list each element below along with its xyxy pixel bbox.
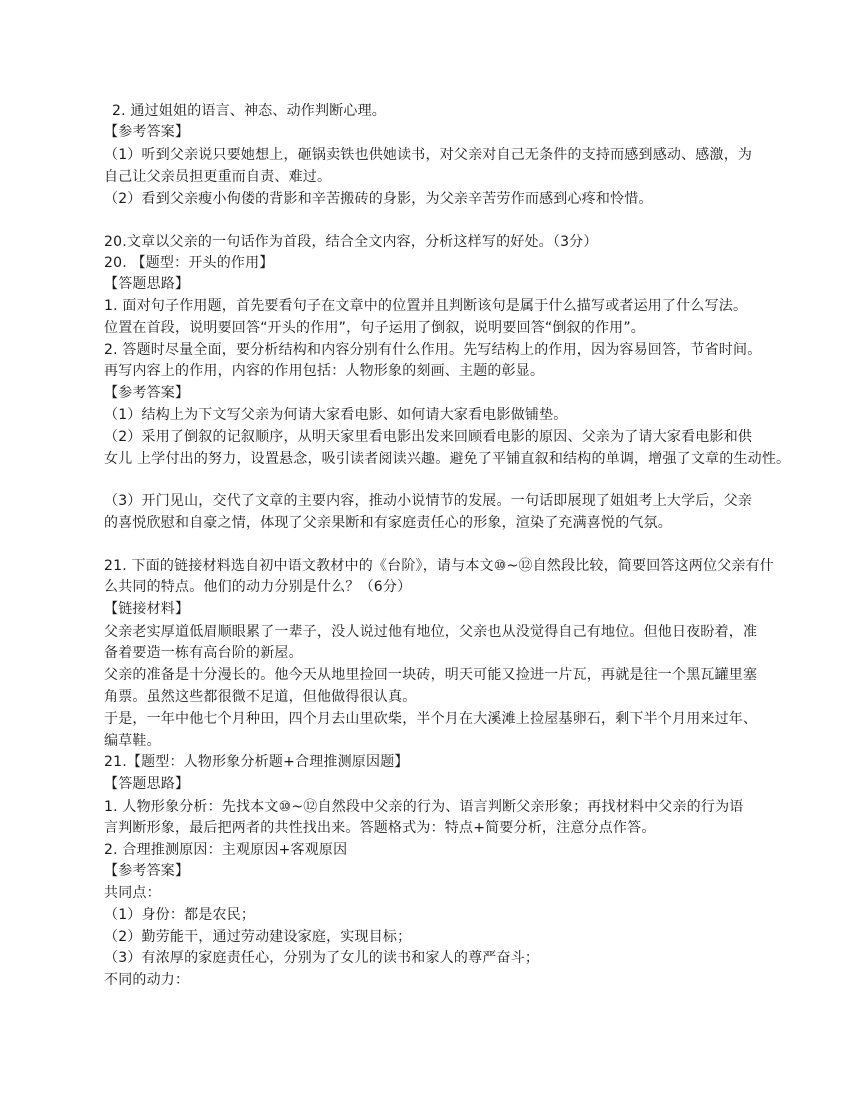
text-line: （1）身份：都是农民；	[104, 907, 256, 923]
text-line: （2）勤劳能干，通过劳动建设家庭，实现目标；	[104, 929, 412, 945]
text-line: （3）有浓厚的家庭责任心，分别为了女儿的读书和家人的尊严奋斗；	[104, 950, 540, 966]
text-line: 于是，一年中他七个月种田，四个月去山里砍柴，半个月在大溪滩上捡屋基卵石，剩下半个月用来过年、	[104, 711, 758, 727]
text-line: 【参考答案】	[104, 863, 190, 879]
text-line: （3）开门见山，交代了文章的主要内容，推动小说情节的发展。一句话即展现了姐姐考上大学后，父亲	[104, 493, 753, 509]
text-line: 角票。虽然这些都很微不足道，但他做得很认真。	[104, 689, 417, 705]
text-line: 共同点：	[104, 885, 161, 901]
text-line: 【答题思路】	[104, 276, 190, 292]
text-line: 【链接材料】	[104, 601, 190, 617]
question-heading: 20.文章以父亲的一句话作为首段，结合全文内容，分析这样写的好处。（3分）	[104, 234, 598, 250]
text-line: 么共同的特点。他们的动力分别是什么？（6分）	[104, 579, 412, 595]
text-line: 位置在首段，说明要回答“开头的作用”，句子运用了倒叙，说明要回答“倒叙的作用”。	[104, 320, 646, 336]
text-line: 2. 答题时尽量全面，要分析结构和内容分别有什么作用。先写结构上的作用，因为容易回答，节省时间。	[104, 342, 762, 358]
text-line: 20. 【题型：开头的作用】	[104, 255, 274, 271]
question-heading: 21. 下面的链接材料选自初中语文教材中的《台阶》，请与本文⑩~⑫自然段比较，简要回答这两位父亲有什	[104, 558, 774, 574]
text-line: 1. 面对句子作用题，首先要看句子在文章中的位置并且判断该句是属于什么描写或者运用了什么写法。	[104, 298, 748, 314]
text-line: （1）听到父亲说只要她想上，砸锅卖铁也供她读书，对父亲对自己无条件的支持而感到感动、感激，为	[104, 147, 753, 163]
text-line: 女儿 上学付出的努力，设置悬念，吸引读者阅读兴趣。避免了平铺直叙和结构的单调，增强了文章的生动性。	[104, 451, 791, 467]
text-line: 言判断形象，最后把两者的共性找出来。答题格式为：特点+简要分析，注意分点作答。	[104, 820, 656, 836]
text-line: 【参考答案】	[104, 124, 190, 140]
text-line: 1. 人物形象分析：先找本文⑩~⑫自然段中父亲的行为、语言判断父亲形象；再找材料中父亲的行为语	[104, 799, 744, 815]
text-line: 2. 通过姐姐的语言、神态、动作判断心理。	[112, 103, 387, 119]
text-line: 21.【题型：人物形象分析题+合理推测原因题】	[104, 754, 409, 770]
text-line: 编草鞋。	[104, 733, 161, 749]
text-line: 再写内容上的作用，内容的作用包括：人物形象的刻画、主题的彰显。	[104, 363, 545, 379]
text-line: 自己让父亲员担更重而自责、难过。	[104, 169, 332, 185]
text-line: 【答题思路】	[104, 776, 190, 792]
text-line: （2）看到父亲瘦小佝偻的背影和辛苦搬砖的身影，为父亲辛苦劳作而感到心疼和怜惜。	[104, 191, 653, 207]
text-line: 备着要造一栋有高台阶的新屋。	[104, 645, 303, 661]
text-line: 2. 合理推测原因：主观原因+客观原因	[104, 842, 348, 858]
text-line: （1）结构上为下文写父亲为何请大家看电影、如何请大家看电影做铺垫。	[104, 407, 568, 423]
text-line: （2）采用了倒叙的记叙顺序，从明天家里看电影出发来回顾看电影的原因、父亲为了请大家看电影和供	[104, 429, 753, 445]
text-line: 父亲的准备是十分漫长的。他今天从地里捡回一块砖，明天可能又捡进一片瓦，再就是往一个黑瓦罐里塞	[104, 667, 758, 683]
text-line: 【参考答案】	[104, 385, 190, 401]
text-line: 父亲老实厚道低眉顺眼累了一辈子，没人说过他有地位，父亲也从没觉得自己有地位。但他日夜盼着，准	[104, 624, 758, 640]
text-line: 不同的动力：	[104, 972, 190, 988]
text-line: 的喜悦欣慰和自豪之情，体现了父亲果断和有家庭责任心的形象，渲染了充满喜悦的气氛。	[104, 515, 672, 531]
